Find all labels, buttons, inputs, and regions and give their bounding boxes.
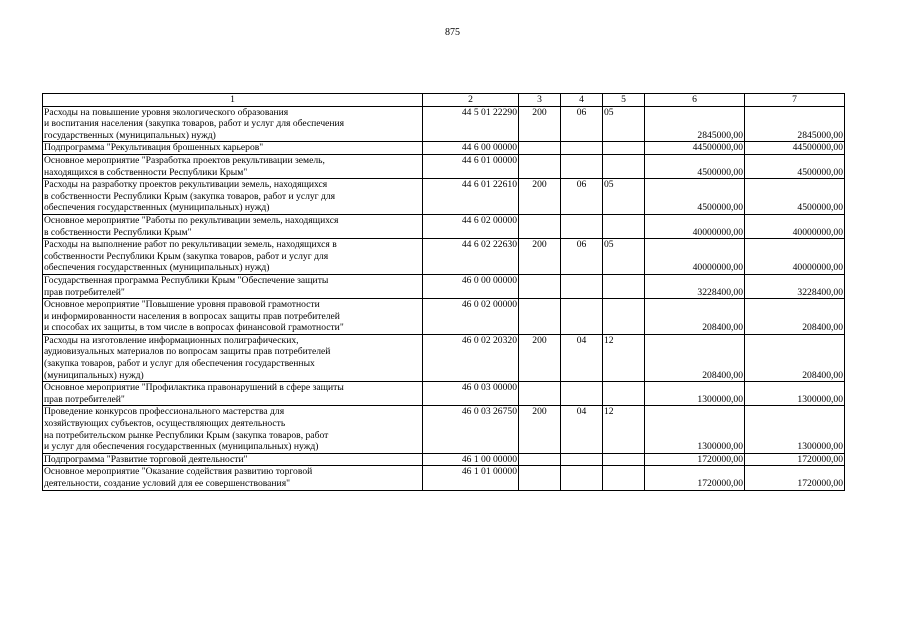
subsection-code: 12 [603,334,645,381]
amount-col7: 1720000,00 [745,466,845,490]
row-name [43,299,423,335]
amount-col6: 1300000,00 [645,406,745,453]
subsection-code [603,214,645,238]
section-code [561,382,603,406]
amount-col6: 2845000,00 [645,106,745,142]
expense-type [519,382,561,406]
subsection-code [603,274,645,298]
amount-col7: 4500000,00 [745,179,845,215]
row-name-line: Основное мероприятие "Оказание содействия развитию торговой [44,466,313,478]
table-row [43,142,845,155]
amount-col6: 40000000,00 [645,214,745,238]
expense-type [519,466,561,490]
expense-type [519,299,561,335]
row-name-line: деятельности, создание условий для ее совершенствования" [44,478,291,489]
amount-col7: 1300000,00 [745,406,845,453]
amount-col6: 40000000,00 [645,239,745,275]
table-row [43,382,845,406]
column-header: 2 [423,94,519,107]
row-name-line: и способах их защиты, в том числе в вопросах финансовой грамотности" [44,322,344,334]
subsection-code [603,154,645,178]
section-code: 04 [561,334,603,381]
row-name [43,154,423,178]
table-row [43,179,845,215]
target-code: 44 6 01 22610 [423,179,519,215]
column-header: 3 [519,94,561,107]
row-name [43,179,423,215]
row-name [43,382,423,406]
expense-type: 200 [519,406,561,453]
row-name-line: Основное мероприятие "Повышение уровня правовой грамотности [44,299,320,311]
row-name-line: в собственности Республики Крым (закупка товаров, работ и услуг для [44,190,336,202]
section-code: 06 [561,239,603,275]
table-row [43,106,845,142]
column-header: 5 [603,94,645,107]
expense-type [519,154,561,178]
row-name-line: Основное мероприятие "Работы по рекультивации земель, находящихся [44,214,339,226]
row-name-line: Расходы на повышение уровня экологического образования [44,106,289,118]
subsection-code: 05 [603,106,645,142]
row-name-line: и воспитания населения (закупка товаров, работ и услуг для обеспечения [44,118,345,130]
expense-type: 200 [519,106,561,142]
target-code: 46 1 00 00000 [423,453,519,466]
expense-type: 200 [519,179,561,215]
section-code: 06 [561,106,603,142]
table-row [43,334,845,381]
row-name-line: (закупка товаров, работ и услуг для обеспечения государственных [44,358,315,370]
target-code: 44 6 01 00000 [423,154,519,178]
row-name [43,106,423,142]
row-name-line: Проведение конкурсов профессионального мастерства для [44,406,285,418]
amount-col6: 3228400,00 [645,274,745,298]
subsection-code [603,142,645,155]
row-name-line: Расходы на выполнение работ по рекультивации земель, находящихся в [44,239,337,251]
target-code: 46 0 03 26750 [423,406,519,453]
row-name [43,214,423,238]
target-code: 44 6 00 00000 [423,142,519,155]
subsection-code: 12 [603,406,645,453]
section-code: 04 [561,406,603,453]
subsection-code [603,382,645,406]
row-name-line: прав потребителей" [44,286,125,298]
amount-col6: 1300000,00 [645,382,745,406]
subsection-code [603,299,645,335]
amount-col6: 208400,00 [645,299,745,335]
row-name-line: прав потребителей" [44,393,125,405]
amount-col7: 2845000,00 [745,106,845,142]
table-row [43,214,845,238]
row-name-line: государственных (муниципальных) нужд) [44,129,216,141]
row-name-line: Подпрограмма "Развитие торговой деятельности" [44,453,248,465]
column-header: 1 [43,94,423,107]
subsection-code [603,453,645,466]
row-name-line: Подпрограмма "Рекультивация брошенных карьеров" [44,142,264,154]
row-name [43,406,423,453]
section-code [561,142,603,155]
row-name-line: находящихся в собственности Республики Крым" [44,166,248,178]
amount-col7: 208400,00 [745,299,845,335]
row-name [43,466,423,490]
table-row [43,453,845,466]
subsection-code: 05 [603,239,645,275]
subsection-code: 05 [603,179,645,215]
amount-col7: 1300000,00 [745,382,845,406]
table-row [43,239,845,275]
amount-col7: 44500000,00 [745,142,845,155]
row-name-line: хозяйствующих субъектов, осуществляющих деятельность [44,418,286,430]
target-code: 44 6 02 00000 [423,214,519,238]
row-name-line: Основное мероприятие "Разработка проектов рекультивации земель, [44,154,325,166]
expense-type: 200 [519,334,561,381]
row-name-line: и услуг для обеспечения государственных (муниципальных) нужд) [44,441,319,453]
amount-col7: 4500000,00 [745,154,845,178]
expense-type [519,453,561,466]
expense-type [519,214,561,238]
target-code: 46 0 02 20320 [423,334,519,381]
target-code: 44 5 01 22290 [423,106,519,142]
expense-type [519,274,561,298]
budget-table [42,93,845,491]
table-row [43,406,845,453]
section-code [561,214,603,238]
column-header: 6 [645,94,745,107]
amount-col6: 1720000,00 [645,453,745,466]
amount-col6: 208400,00 [645,334,745,381]
section-code [561,453,603,466]
table-row [43,466,845,490]
amount-col6: 1720000,00 [645,466,745,490]
row-name-line: и информированности населения в вопросах защиты прав потребителей [44,310,340,322]
subsection-code [603,466,645,490]
section-code [561,466,603,490]
amount-col7: 3228400,00 [745,274,845,298]
row-name-line: обеспечения государственных (муниципальных) нужд) [44,262,270,274]
target-code: 46 0 00 00000 [423,274,519,298]
row-name-line: аудиовизуальных материалов по вопросам защиты прав потребителей [44,346,331,358]
expense-type [519,142,561,155]
target-code: 46 0 03 00000 [423,382,519,406]
amount-col7: 40000000,00 [745,239,845,275]
table-row [43,274,845,298]
row-name [43,274,423,298]
row-name-line: Основное мероприятие "Профилактика правонарушений в сфере защиты [44,382,344,394]
amount-col7: 40000000,00 [745,214,845,238]
amount-col7: 208400,00 [745,334,845,381]
row-name-line: Расходы на разработку проектов рекультивации земель, находящихся [44,179,328,191]
amount-col6: 4500000,00 [645,154,745,178]
row-name [43,334,423,381]
row-name-line: в собственности Республики Крым" [44,226,192,238]
section-code [561,299,603,335]
section-code [561,274,603,298]
header-row [43,94,845,107]
row-name [43,239,423,275]
target-code: 46 0 02 00000 [423,299,519,335]
column-header: 7 [745,94,845,107]
section-code [561,154,603,178]
table-row [43,299,845,335]
row-name-line: обеспечения государственных (муниципальных) нужд) [44,202,270,214]
row-name-line: Государственная программа Республики Крым "Обеспечение защиты [44,274,329,286]
row-name [43,453,423,466]
section-code: 06 [561,179,603,215]
column-header: 4 [561,94,603,107]
row-name-line: (муниципальных) нужд) [44,369,144,381]
table-row [43,154,845,178]
target-code: 44 6 02 22630 [423,239,519,275]
amount-col6: 4500000,00 [645,179,745,215]
amount-col7: 1720000,00 [745,453,845,466]
target-code: 46 1 01 00000 [423,466,519,490]
amount-col6: 44500000,00 [645,142,745,155]
row-name-line: собственности Республики Крым (закупка товаров, работ и услуг для [44,250,329,262]
row-name [43,142,423,155]
expense-type: 200 [519,239,561,275]
row-name-line: на потребительском рынке Республики Крым (закупка товаров, работ [44,429,329,441]
row-name-line: Расходы на изготовление информационных полиграфических, [44,334,299,346]
page-number: 875 [445,27,460,38]
